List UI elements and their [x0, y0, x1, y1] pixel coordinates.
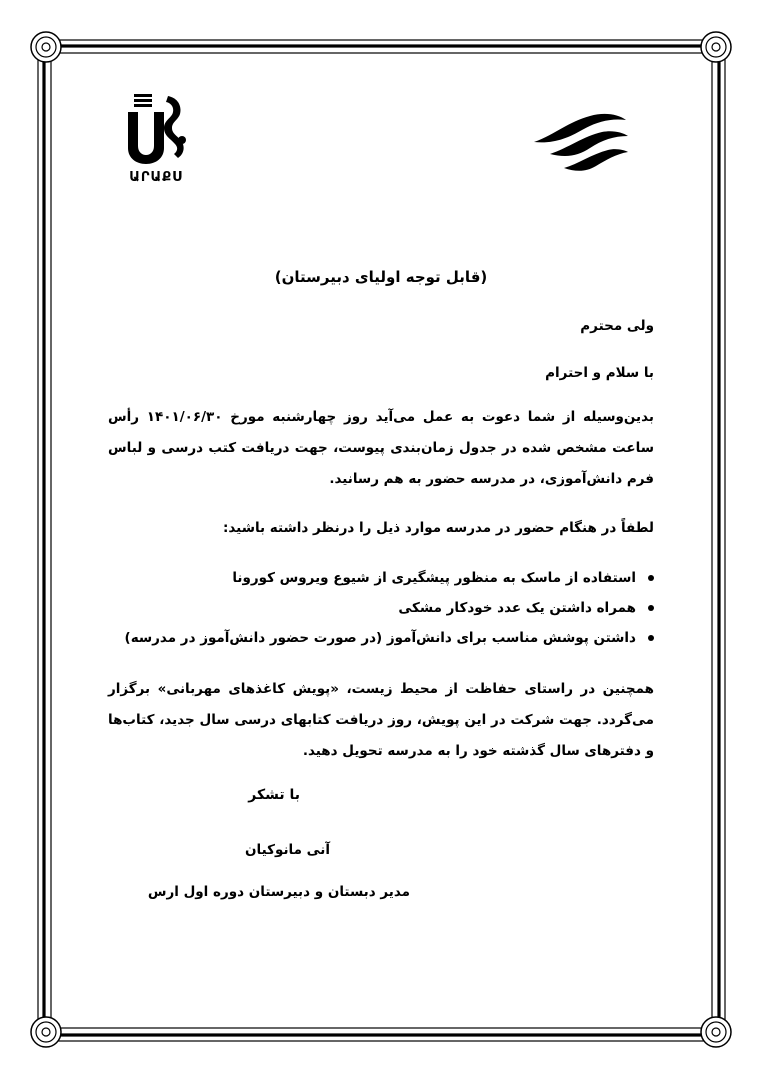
list-item: همراه داشتن یک عدد خودکار مشکی: [108, 593, 654, 623]
campaign-paragraph: همچنین در راستای حفاظت از محیط زیست، «پویش کاغذهای مهربانی» برگزار می‌گردد. جهت شرکت در این پویش، روز دریافت کتابهای درسی سال جدید، کتاب‌ها و دفترهای سال گذشته خود را به مدرسه تحویل دهید.: [108, 681, 654, 759]
signer-title: مدیر دبستان و دبیرستان دوره اول ارس: [147, 884, 410, 900]
organization-logo: [528, 112, 632, 178]
school-logo-text: ԱՐԱՔՍ: [129, 170, 183, 185]
salutation: ولی محترم: [580, 318, 654, 334]
list-item: داشتن پوشش مناسب برای دانش‌آموز (در صورت حضور دانش‌آموز در مدرسه): [108, 623, 654, 653]
school-logo: [118, 90, 194, 188]
document-title: (قابل توجه اولیای دبیرستان): [274, 268, 488, 286]
greeting: با سلام و احترام: [545, 365, 654, 381]
list-item: استفاده از ماسک به منظور پیشگیری از شیوع ویروس کورونا: [108, 563, 654, 593]
school-emblem-icon: [118, 90, 194, 168]
list-intro: لطفاً در هنگام حضور در مدرسه موارد ذیل را درنظر داشته باشید:: [222, 520, 654, 536]
invitation-paragraph: بدین‌وسیله از شما دعوت به عمل می‌آید روز چهارشنبه مورخ ۱۴۰۱/۰۶/۳۰ رأس ساعت مشخص شده در جدول زمان‌بندی پیوست، جهت دریافت کتب درسی و لباس فرم دانش‌آموزی، در مدرسه حضور به هم رسانید.: [108, 409, 654, 487]
organization-emblem-icon: [528, 112, 632, 178]
closing-thanks: با تشکر: [248, 787, 300, 803]
signer-name: آنی مانوکیان: [245, 842, 330, 858]
requirements-list: [108, 563, 668, 653]
